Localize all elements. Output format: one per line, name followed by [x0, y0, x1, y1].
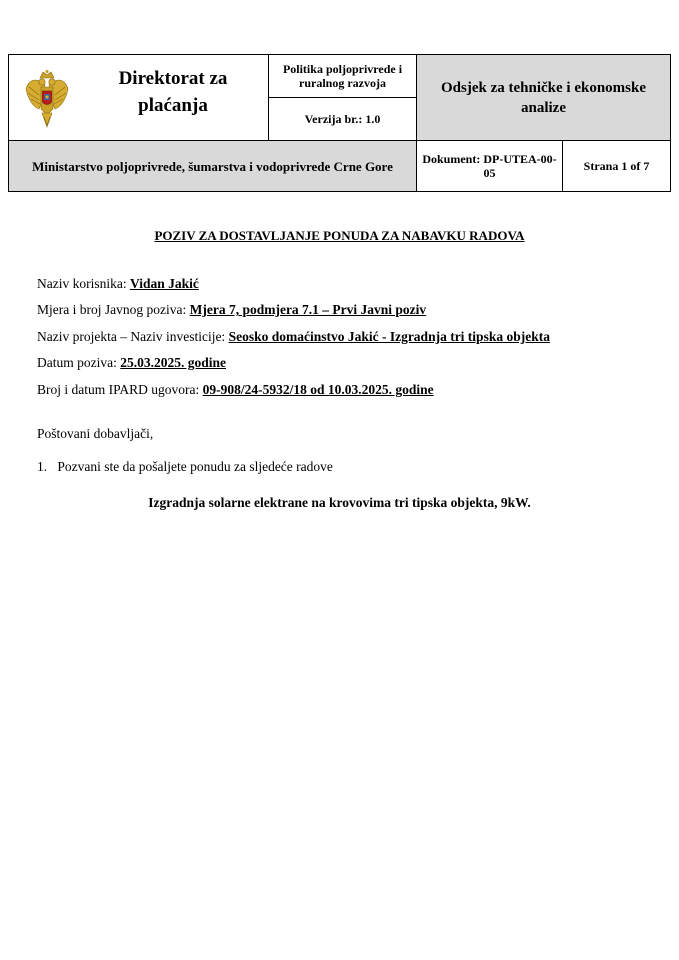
- document-header-table: [8, 54, 671, 192]
- page-number-cell: Strana 1 of 7: [563, 141, 671, 192]
- info-line-project: [37, 329, 550, 345]
- info-line-contract: [37, 382, 434, 398]
- list-item-1: [37, 459, 333, 475]
- info-line-date: [37, 355, 226, 371]
- info-value: Vidan Jakić: [129, 276, 199, 291]
- list-item-number: 1.: [37, 459, 48, 474]
- info-label: Broj i datum IPARD ugovora:: [37, 382, 203, 397]
- info-line-measure: [37, 302, 426, 318]
- info-value: 25.03.2025. godine: [120, 355, 226, 370]
- info-value: Mjera 7, podmjera 7.1 – Prvi Javni poziv: [189, 302, 427, 317]
- version-cell: Verzija br.: 1.0: [269, 98, 417, 141]
- list-item-text: Pozvani ste da pošaljete ponudu za sljedeće radove: [57, 459, 333, 474]
- montenegro-coat-of-arms-icon: [25, 69, 69, 129]
- info-label: Mjera i broj Javnog poziva:: [37, 302, 190, 317]
- ministry-cell: Ministarstvo poljoprivrede, šumarstva i vodoprivrede Crne Gore: [9, 141, 417, 192]
- document-heading: POZIV ZA DOSTAVLJANJE PONUDA ZA NABAVKU RADOVA: [154, 228, 525, 243]
- document-number-cell: Dokument: DP-UTEA-00-05: [417, 141, 563, 192]
- info-label: Naziv korisnika:: [37, 276, 130, 291]
- info-label: Naziv projekta – Naziv investicije:: [37, 329, 229, 344]
- works-title: Izgradnja solarne elektrane na krovovima tri tipska objekta, 9kW.: [148, 495, 531, 510]
- logo-title-cell: [9, 55, 269, 141]
- department-cell: Odsjek za tehničke i ekonomske analize: [417, 55, 671, 141]
- org-title: Direktorat za plaćanja: [118, 68, 228, 116]
- info-label: Datum poziva:: [37, 355, 121, 370]
- policy-cell: Politika poljoprivrede i ruralnog razvoja: [269, 55, 417, 98]
- info-value: 09-908/24-5932/18 od 10.03.2025. godine: [202, 382, 434, 397]
- info-value: Seosko domaćinstvo Jakić - Izgradnja tri tipska objekta: [228, 329, 550, 344]
- info-line-beneficiary: [37, 276, 199, 292]
- greeting: Poštovani dobavljači,: [37, 426, 154, 441]
